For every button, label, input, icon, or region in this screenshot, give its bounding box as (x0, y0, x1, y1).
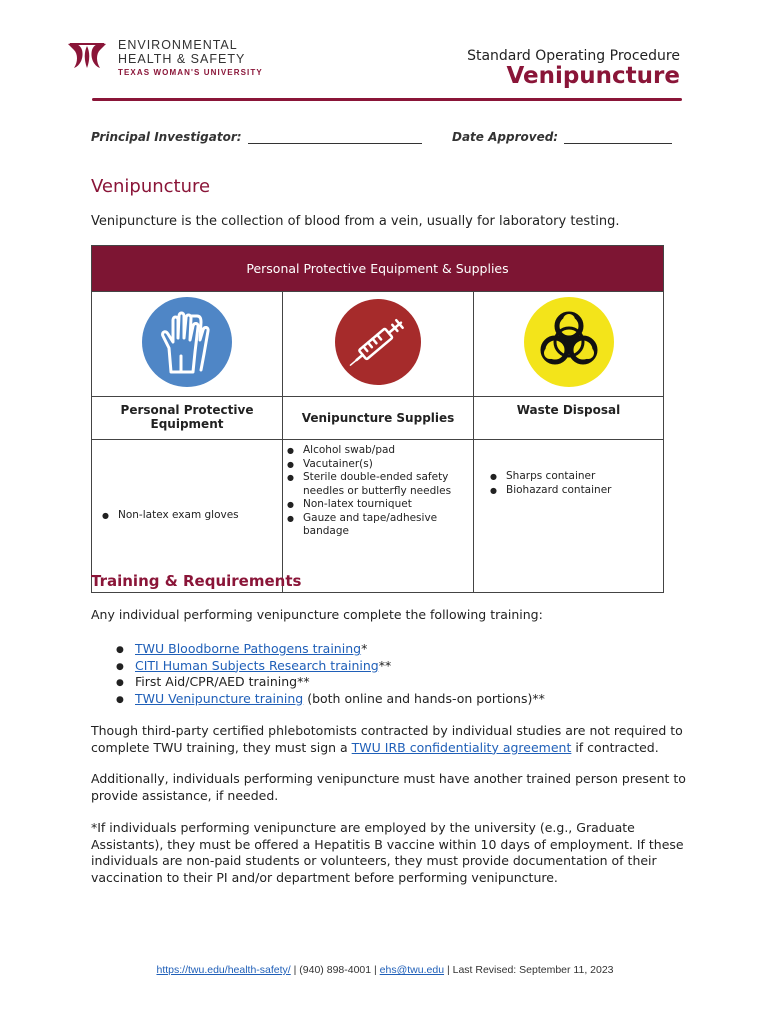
syringe-icon (334, 298, 422, 386)
list-item: ● Non-latex tourniquet (281, 498, 465, 512)
training-item: ● TWU Venipuncture training (both online and hands-on portions)** (116, 691, 545, 708)
bloodborne-pathogens-link[interactable]: TWU Bloodborne Pathogens training (135, 641, 362, 656)
footer: https://twu.edu/health-safety/ | (940) 898-4001 | ehs@twu.edu | Last Revised: September 11, 2023 (156, 964, 614, 976)
training-lead-text: Any individual performing venipuncture complete the following training: (91, 607, 543, 622)
date-blank[interactable] (564, 130, 672, 144)
training-item: ● TWU Bloodborne Pathogens training* (116, 641, 545, 658)
list-item: ● Vacutainer(s) (281, 458, 465, 472)
ppe-table-header: Personal Protective Equipment & Supplies (92, 246, 664, 292)
logo-text-line3: TEXAS WOMAN'S UNIVERSITY (118, 68, 263, 77)
hepatitis-note-paragraph: *If individuals performing venipuncture are employed by the university (e.g., Graduate Assistants), they must be offered a Hepatitis B vaccine within 10 days of employment. If these individuals are non-paid students or volunteers, they must provide documentation of their vaccination to their PI and/or department before performing venipuncture. (91, 820, 684, 885)
section-heading-training: Training & Requirements (91, 572, 302, 590)
footer-revised: | Last Revised: September 11, 2023 (444, 964, 614, 976)
ppe-items-cell (92, 440, 283, 593)
training-list (116, 641, 545, 707)
waste-items-cell (474, 440, 664, 593)
footer-website-link[interactable]: https://twu.edu/health-safety/ (156, 964, 291, 976)
pi-label: Principal Investigator: (91, 130, 242, 144)
date-label: Date Approved: (452, 130, 559, 144)
header-divider (92, 98, 682, 101)
document-title: Venipuncture (506, 63, 680, 89)
waste-icon-cell (474, 292, 664, 397)
list-item: ● Sterile double-ended safety needles or butterfly needles (281, 471, 465, 498)
principal-investigator-field (91, 130, 422, 144)
ehs-logo (66, 38, 266, 80)
citi-training-link[interactable]: CITI Human Subjects Research training (135, 657, 379, 673)
supplies-column-label: Venipuncture Supplies (283, 397, 474, 440)
assistance-paragraph: Additionally, individuals performing venipuncture must have another trained person present to provide assistance, if needed. (91, 771, 686, 803)
pi-blank[interactable] (248, 130, 422, 144)
training-item: ● First Aid/CPR/AED training** (116, 674, 545, 691)
section-heading-venipuncture: Venipuncture (91, 176, 211, 197)
ppe-icon-cell (92, 292, 283, 397)
ppe-column-label: Personal Protective Equipment (92, 397, 283, 440)
footer-email-link[interactable]: ehs@twu.edu (379, 964, 445, 976)
twu-logo-icon (66, 40, 108, 70)
intro-text: Venipuncture is the collection of blood from a vein, usually for laboratory testing. (91, 214, 620, 229)
gloves-icon (141, 296, 233, 388)
list-item: ● Non-latex exam gloves (96, 509, 282, 523)
waste-column-label: Waste Disposal (474, 397, 664, 440)
logo-text-line2: HEALTH & SAFETY (118, 52, 246, 66)
training-item: ● CITI Human Subjects Research training** (116, 658, 545, 675)
list-item: ● Biohazard container (484, 484, 663, 498)
irb-confidentiality-link[interactable]: TWU IRB confidentiality agreement (351, 739, 572, 755)
biohazard-icon (523, 296, 615, 388)
supplies-icon-cell (283, 292, 474, 397)
ppe-table (91, 245, 664, 593)
document-type: Standard Operating Procedure (467, 48, 680, 64)
logo-text-line1: ENVIRONMENTAL (118, 38, 238, 52)
phlebotomist-paragraph: Though third-party certified phlebotomists contracted by individual studies are not required to complete TWU training, they must sign a TWU IRB confidentiality agreement if contracted. (91, 723, 683, 755)
list-item: ● Gauze and tape/adhesive bandage (281, 512, 465, 539)
list-item: ● Alcohol swab/pad (281, 444, 465, 458)
venipuncture-training-link[interactable]: TWU Venipuncture training (135, 690, 304, 706)
list-item: ● Sharps container (484, 470, 663, 484)
footer-phone: (940) 898-4001 (299, 964, 372, 976)
supplies-items-cell (283, 440, 474, 593)
date-approved-field (452, 130, 672, 144)
